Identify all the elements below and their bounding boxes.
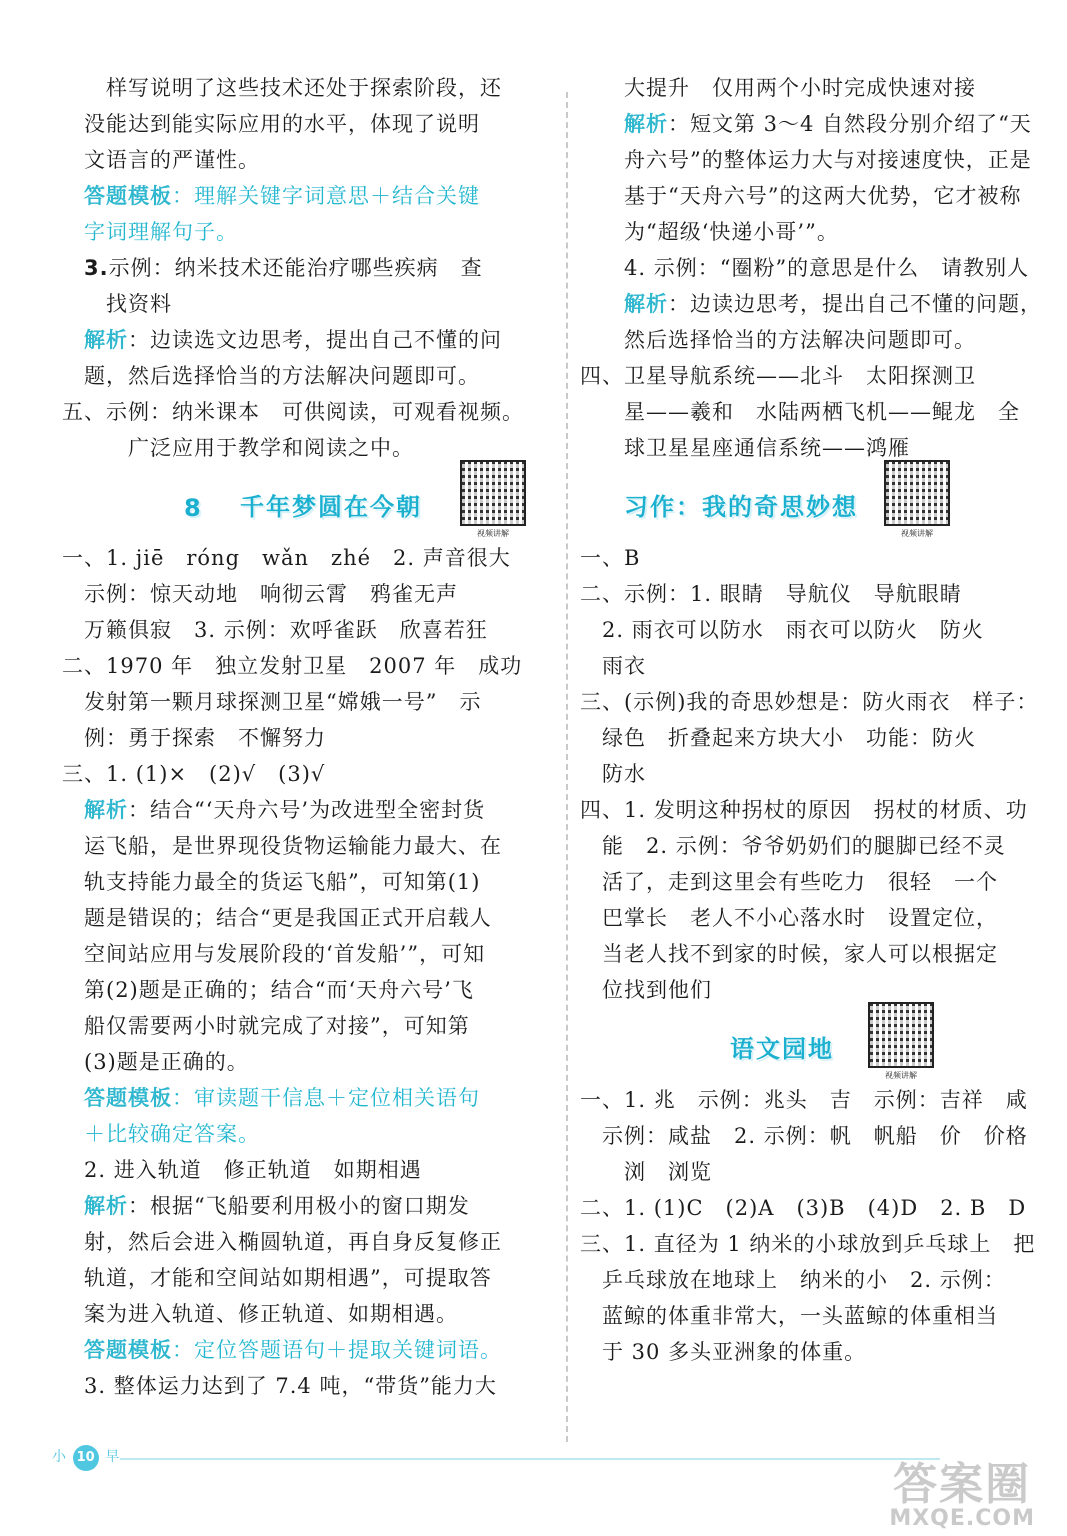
analysis-text: ：边读选文边思考，提出自己不懂的问 xyxy=(128,328,502,352)
answer-template xyxy=(84,178,552,214)
section-title: 语文园地 xyxy=(730,1035,834,1063)
qr-code[interactable] xyxy=(868,1002,934,1081)
text-line: 二、示例：1. 眼睛 导航仪 导航眼睛 xyxy=(580,582,962,606)
text-line: 万籁俱寂 3. 示例：欢呼雀跃 欣喜若狂 xyxy=(84,618,488,642)
text-line: 能 2. 示例：爷爷奶奶们的腿脚已经不灵 xyxy=(602,834,1006,858)
analysis xyxy=(84,322,552,358)
part-3-line: 三、1. (1)× (2)√ (3)√ xyxy=(62,762,326,786)
text-line: 空间站应用与发展阶段的‘首发船’”，可知 xyxy=(84,942,486,966)
section-xizuo-header xyxy=(580,466,1032,540)
part-5: 五、示例：纳米课本 可供阅读，可观看视频。 xyxy=(62,400,524,424)
question-4: 4. 示例：“圈粉”的意思是什么 请教别人 xyxy=(624,256,1030,280)
text-line: 于 30 多头亚洲象的体重。 xyxy=(602,1340,867,1364)
right-column xyxy=(580,70,1042,1370)
watermark-url: MXQE.COM xyxy=(889,1506,1035,1531)
analysis-label: 解析 xyxy=(84,1194,128,1218)
text-line: 活了，走到这里会有些吃力 很轻 一个 xyxy=(602,870,998,894)
text-line: 绿色 折叠起来方块大小 功能：防火 xyxy=(602,726,976,750)
analysis-text: ：边读边思考，提出自己不懂的问题， xyxy=(668,292,1042,316)
footer-left-char: 小 xyxy=(52,1449,66,1465)
question-3: 3. 整体运力达到了 7.4 吨，“带货”能力大 xyxy=(84,1374,497,1398)
text-line: 一、B xyxy=(580,546,641,570)
answer-template xyxy=(84,1332,552,1368)
text-line: 运飞船，是世界现役货物运输能力最大、在 xyxy=(84,834,502,858)
answer-template-label: 答题模板 xyxy=(84,184,172,208)
analysis xyxy=(580,106,1032,142)
text-line: 示例：咸盐 2. 示例：帆 帆船 价 价格 xyxy=(602,1124,1028,1148)
answer-template-text: ＋比较确定答案。 xyxy=(84,1122,260,1146)
question-number: 3. xyxy=(84,256,109,280)
text-line: 射，然后会进入椭圆轨道，再自身反复修正 xyxy=(84,1230,502,1254)
part-2-line: 二、1970 年 独立发射卫星 2007 年 成功 xyxy=(62,654,523,678)
text-line: 题，然后选择恰当的方法解决问题即可。 xyxy=(84,364,480,388)
analysis-label: 解析 xyxy=(84,328,128,352)
analysis-text: ：短文第 3～4 自然段分别介绍了“天 xyxy=(668,112,1032,136)
qr-code-icon xyxy=(868,1002,934,1068)
answer-template-text: ：定位答题语句＋提取关键词语。 xyxy=(172,1338,502,1362)
analysis xyxy=(84,792,552,828)
text-line: 找资料 xyxy=(106,292,172,316)
footer-rule xyxy=(120,1458,940,1460)
text-line: 三、(示例)我的奇思妙想是：防火雨衣 样子： xyxy=(580,690,1039,714)
answer-template-text: ：理解关键字词意思＋结合关键 xyxy=(172,184,480,208)
analysis xyxy=(84,1188,552,1224)
page-number: 10 xyxy=(73,1445,99,1471)
text-line: 大提升 仅用两个小时完成快速对接 xyxy=(624,76,976,100)
text-line: 防水 xyxy=(602,762,646,786)
text-line: 广泛应用于教学和阅读之中。 xyxy=(128,436,414,460)
column-divider xyxy=(566,92,568,1442)
answer-template-label: 答题模板 xyxy=(84,1086,172,1110)
text-line: 示例：惊天动地 响彻云霄 鸦雀无声 xyxy=(84,582,458,606)
text-line: 星——羲和 水陆两栖飞机——鲲龙 全 xyxy=(624,400,1020,424)
footer-right-char: 早 xyxy=(105,1449,120,1465)
text-line: 基于“天舟六号”的这两大优势，它才被称 xyxy=(624,184,1022,208)
part-4-line: 四、卫星导航系统——北斗 太阳探测卫 xyxy=(580,364,976,388)
question-3 xyxy=(84,250,552,286)
answer-template-text: ：审读题干信息＋定位相关语句 xyxy=(172,1086,480,1110)
text-line: (3)题是正确的。 xyxy=(84,1050,249,1074)
text-line: 发射第一颗月球探测卫星“嫦娥一号” 示 xyxy=(84,690,482,714)
text-line: 当老人找不到家的时候，家人可以根据定 xyxy=(602,942,998,966)
text-line: 船仅需要两小时就完成了对接”，可知第 xyxy=(84,1014,470,1038)
section-yuwen-header xyxy=(580,1008,1032,1082)
section-number: 8 xyxy=(184,494,203,522)
section-title: 习作：我的奇思妙想 xyxy=(624,493,858,521)
analysis-label: 解析 xyxy=(624,112,668,136)
qr-caption: 视频讲解 xyxy=(885,1071,917,1080)
answer-template-label: 答题模板 xyxy=(84,1338,172,1362)
analysis-text: ：结合“‘天舟六号’为改进型全密封货 xyxy=(128,798,486,822)
analysis-text: ：根据“飞船要利用极小的窗口期发 xyxy=(128,1194,470,1218)
text-line: 没能达到能实际应用的水平，体现了说明 xyxy=(84,112,480,136)
text-line: 三、1. 直径为 1 纳米的小球放到乒乓球上 把 xyxy=(580,1232,1036,1256)
qr-code[interactable] xyxy=(884,460,950,539)
text-line: 样写说明了这些技术还处于探索阶段，还 xyxy=(106,76,502,100)
text-line: 舟六号”的整体运力大与对接速度快，正是 xyxy=(624,148,1032,172)
text-line: 轨支持能力最全的货运飞船”，可知第(1) xyxy=(84,870,481,894)
analysis xyxy=(580,286,1042,322)
text-line: 雨衣 xyxy=(602,654,646,678)
watermark xyxy=(889,1459,1035,1531)
text-line: 案为进入轨道、修正轨道、如期相遇。 xyxy=(84,1302,458,1326)
text-line: 第(2)题是正确的；结合“而‘天舟六号’飞 xyxy=(84,978,474,1002)
qr-code-icon xyxy=(884,460,950,526)
text-line: 题是错误的；结合“更是我国正式开启载人 xyxy=(84,906,492,930)
text-line: 蓝鲸的体重非常大，一头蓝鲸的体重相当 xyxy=(602,1304,998,1328)
text-line: 四、1. 发明这种拐杖的原因 拐杖的材质、功 xyxy=(580,798,1028,822)
qr-code-icon xyxy=(460,460,526,526)
left-column xyxy=(62,70,552,1404)
text-line: 轨道，才能和空间站如期相遇”，可提取答 xyxy=(84,1266,492,1290)
text-line: 2. 雨衣可以防水 雨衣可以防火 防火 xyxy=(602,618,984,642)
text-line: 浏 浏览 xyxy=(624,1160,712,1184)
text-line: 为“超级‘快递小哥’”。 xyxy=(624,220,839,244)
analysis-label: 解析 xyxy=(624,292,668,316)
qr-caption: 视频讲解 xyxy=(477,529,509,538)
page-footer xyxy=(52,1442,119,1471)
answer-text: 示例：纳米技术还能治疗哪些疾病 查 xyxy=(108,256,483,280)
text-line: 然后选择恰当的方法解决问题即可。 xyxy=(624,328,976,352)
watermark-logo: 答案圈 xyxy=(893,1459,1032,1510)
question-2: 2. 进入轨道 修正轨道 如期相遇 xyxy=(84,1158,422,1182)
text-line: 例：勇于探索 不懈努力 xyxy=(84,726,326,750)
answer-template xyxy=(84,1080,552,1116)
text-line: 球卫星星座通信系统——鸿雁 xyxy=(624,436,910,460)
qr-code[interactable] xyxy=(460,460,526,539)
text-line: 巴掌长 老人不小心落水时 设置定位， xyxy=(602,906,998,930)
qr-caption: 视频讲解 xyxy=(901,529,933,538)
text-line: 乒乓球放在地球上 纳米的小 2. 示例： xyxy=(602,1268,1006,1292)
part-1-line: 一、1. jiē róng wǎn zhé 2. 声音很大 xyxy=(62,546,511,570)
analysis-label: 解析 xyxy=(84,798,128,822)
text-line: 位找到他们 xyxy=(602,978,712,1002)
text-line: 一、1. 兆 示例：兆头 吉 示例：吉祥 咸 xyxy=(580,1088,1028,1112)
text-line: 文语言的严谨性。 xyxy=(84,148,260,172)
text-line: 二、1. (1)C (2)A (3)B (4)D 2. B D xyxy=(580,1196,1027,1220)
section-8-header xyxy=(84,466,552,540)
answer-template-text: 字词理解句子。 xyxy=(84,220,238,244)
section-title: 千年梦圆在今朝 xyxy=(240,493,422,521)
